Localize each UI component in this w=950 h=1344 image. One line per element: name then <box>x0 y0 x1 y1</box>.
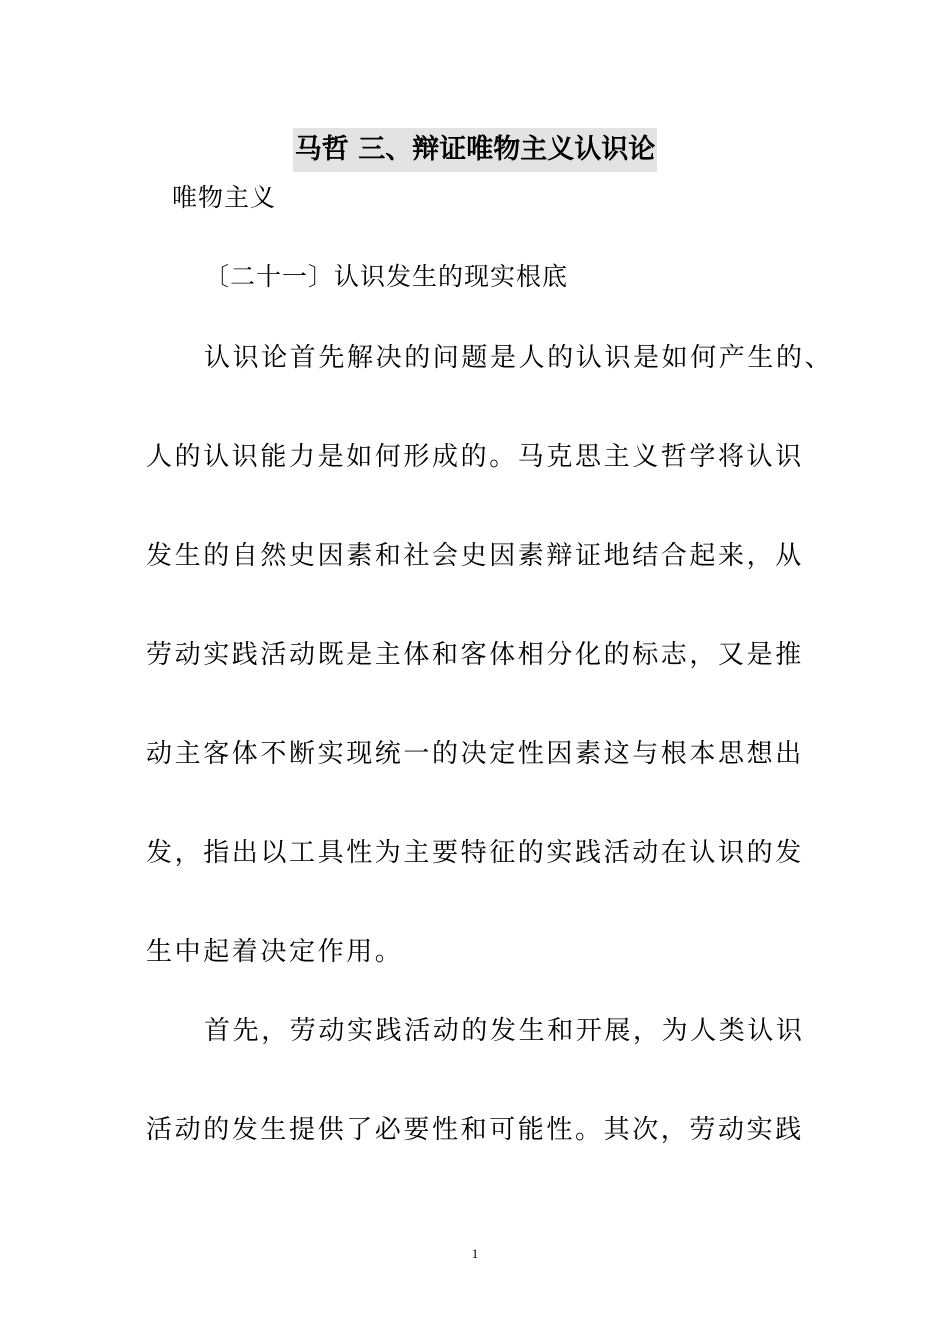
paragraph-line: 发，指出以工具性为主要特征的实践活动在认识的发 <box>146 838 804 868</box>
paragraph-line: 动主客体不断实现统一的决定性因素这与根本思想出 <box>146 739 804 769</box>
section-heading: 〔二十一〕认识发生的现实根底 <box>204 262 569 291</box>
paragraph-line: 人的认识能力是如何形成的。马克思主义哲学将认识 <box>146 442 804 472</box>
paragraph-line: 劳动实践活动既是主体和客体相分化的标志，又是推 <box>146 640 804 670</box>
paragraph-line: 首先，劳动实践活动的发生和开展，为人类认识 <box>204 1016 805 1046</box>
paragraph-line: 发生的自然史因素和社会史因素辩证地结合起来，从 <box>146 541 804 571</box>
title-container <box>0 128 950 172</box>
paragraph-line: 活动的发生提供了必要性和可能性。其次，劳动实践 <box>146 1115 804 1145</box>
paragraph-line: 生中起着决定作用。 <box>146 937 404 967</box>
page-number: 1 <box>471 1246 479 1261</box>
paragraph-line: 认识论首先解决的问题是人的认识是如何产生的、 <box>204 343 834 373</box>
page-title: 马哲 三、辩证唯物主义认识论 <box>293 128 657 172</box>
subheading: 唯物主义 <box>172 183 277 212</box>
